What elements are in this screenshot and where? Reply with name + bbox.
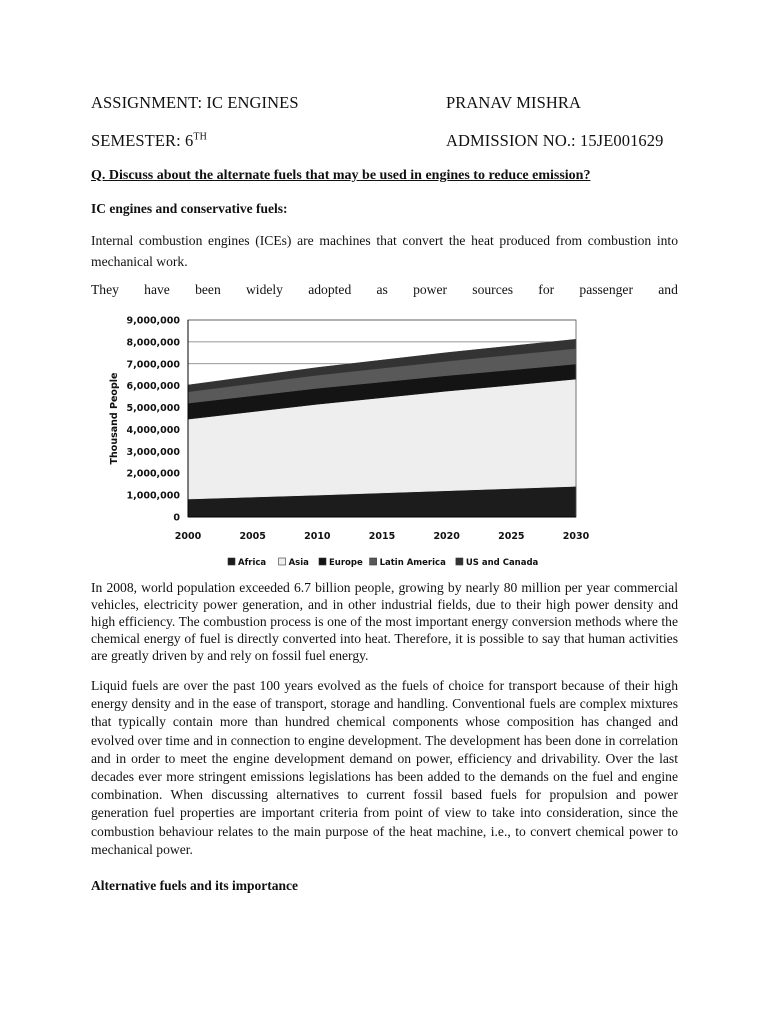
semester-superscript: TH: [193, 131, 207, 143]
y-tick-label: 7,000,000: [126, 359, 180, 371]
x-tick-label: 2000: [174, 531, 202, 542]
x-tick-label: 2030: [562, 531, 590, 542]
y-tick-label: 2,000,000: [126, 468, 180, 480]
y-tick-label: 9,000,000: [126, 315, 180, 327]
paragraph-liquid-fuels: Liquid fuels are over the past 100 years evolved as the fuels of choice for transport because of their high energy density and in the ease of transport, storage and handling. Conventional fuels are complex mixtures that typically contain more than hundred chemical components whose composition has changed and evolved over time and in connection to engine development. The development has been done in correlation and in order to meet the engine development demand on power, efficiency and drivability. Over the last decades ever more stringent emissions legislations has been added to the demands on the fuel and engine combination. When discussing alternatives to current fossil based fuels for propulsion and power generation fuel properties are important criteria from point of view to take into consideration, since the combustion behaviour relates to the main purpose of the heat machine, i.e., to convert chemical power to mechanical power.: [91, 678, 678, 857]
x-tick-label: 2010: [304, 531, 331, 542]
admission-number: ADMISSION NO.: 15JE001629: [446, 131, 664, 150]
legend-swatch: [279, 558, 286, 565]
justified-line: [91, 282, 678, 298]
y-tick-label: 6,000,000: [126, 381, 180, 393]
y-tick-label: 3,000,000: [126, 446, 180, 458]
line-word: have: [144, 282, 170, 297]
y-tick-label: 8,000,000: [126, 337, 180, 349]
line-word: power: [413, 282, 448, 297]
semester-label: SEMESTER: 6: [91, 131, 194, 150]
paragraph-population: In 2008, world population exceeded 6.7 billion people, growing by nearly 80 million per year commercial vehicles, electricity power generation, and in other industrial fields, due to their high power density and high efficiency. The combustion process is one of the most important energy conversion methods where the chemical energy of fuel is directly converted into heat. Therefore, it is possible to say that human activities are greatly driven by and rely on fossil fuel energy.: [91, 580, 678, 663]
y-axis-label: Thousand People: [109, 372, 120, 465]
legend-label: US and Canada: [465, 558, 539, 568]
population-area-chart: [100, 308, 600, 576]
legend-swatch: [319, 558, 326, 565]
x-tick-label: 2005: [239, 531, 266, 542]
y-tick-label: 1,000,000: [126, 490, 180, 502]
semester: [91, 131, 207, 151]
x-tick-label: 2025: [498, 531, 525, 542]
legend-label: Europe: [329, 558, 363, 568]
legend-label: Latin America: [379, 558, 446, 568]
y-tick-label: 0: [173, 512, 180, 524]
legend-label: Asia: [288, 558, 309, 568]
line-word: widely: [245, 282, 283, 297]
y-tick-label: 4,000,000: [126, 424, 180, 436]
legend-label: Africa: [238, 558, 267, 568]
assignment-title: ASSIGNMENT: IC ENGINES: [91, 93, 299, 112]
y-tick-label: 5,000,000: [126, 403, 180, 415]
x-tick-label: 2015: [368, 531, 396, 542]
question-heading: Q. Discuss about the alternate fuels that may be used in engines to reduce emission?: [91, 168, 591, 183]
line-word: as: [376, 282, 388, 297]
legend-swatch: [228, 558, 235, 565]
author-name: PRANAV MISHRA: [446, 93, 582, 112]
section-heading-alternative-fuels: Alternative fuels and its importance: [91, 878, 298, 893]
legend-swatch: [370, 558, 377, 565]
intro-paragraph: Internal combustion engines (ICEs) are machines that convert the heat produced from combustion into mechanical work.: [91, 233, 678, 269]
line-word: sources: [472, 282, 514, 297]
x-tick-label: 2020: [433, 531, 460, 542]
line-word: passenger: [579, 282, 633, 297]
population-chart: [100, 308, 600, 576]
legend-swatch: [456, 558, 463, 565]
section-heading-ic-engines: IC engines and conservative fuels:: [91, 201, 288, 216]
line-word: for: [538, 282, 555, 297]
line-word: been: [195, 282, 221, 297]
line-word: adopted: [308, 282, 352, 297]
line-word: and: [658, 282, 678, 297]
line-word: They: [91, 282, 119, 297]
